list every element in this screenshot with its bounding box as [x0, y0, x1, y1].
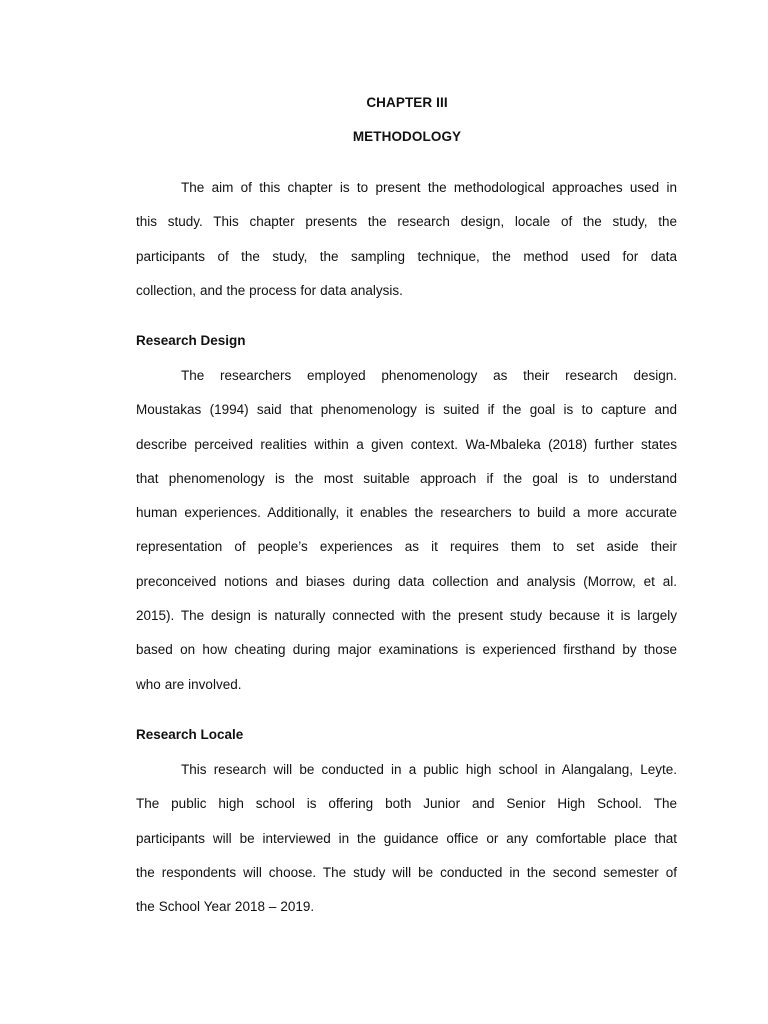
research-design-paragraph: [136, 359, 677, 702]
paragraph-line: based on how cheating during major examinations is experienced firsthand by those: [136, 642, 677, 658]
paragraph-line: This research will be conducted in a public high school in Alangalang, Leyte.: [181, 762, 677, 777]
research-design-heading: Research Design: [136, 333, 246, 348]
paragraph-line: participants will be interviewed in the guidance office or any comfortable place that: [136, 830, 677, 846]
paragraph-line: human experiences. Additionally, it enables the researchers to build a more accurate: [136, 505, 677, 521]
paragraph-line: preconceived notions and biases during data collection and analysis (Morrow, et al.: [136, 573, 677, 589]
chapter-subtitle: METHODOLOGY: [352, 129, 462, 144]
paragraph-line: this study. This chapter presents the research design, locale of the study, the: [136, 214, 677, 230]
paragraph-line: representation of people’s experiences as it requires them to set aside their: [136, 539, 677, 555]
research-locale-paragraph: [136, 753, 677, 924]
paragraph-line: the respondents will choose. The study will be conducted in the second semester of: [136, 864, 677, 880]
paragraph-line: describe perceived realities within a given context. Wa-Mbaleka (2018) further states: [136, 436, 677, 452]
paragraph-line: The researchers employed phenomenology as their research design.: [181, 368, 677, 383]
intro-paragraph: [136, 171, 677, 308]
paragraph-line: that phenomenology is the most suitable approach if the goal is to understand: [136, 470, 677, 486]
research-locale-heading: Research Locale: [136, 727, 244, 742]
paragraph-line: Moustakas (1994) said that phenomenology is suited if the goal is to capture and: [136, 402, 677, 418]
paragraph-line: The aim of this chapter is to present the methodological approaches used in: [181, 180, 677, 195]
paragraph-line: collection, and the process for data analysis.: [136, 282, 403, 298]
paragraph-line: who are involved.: [136, 676, 242, 692]
paragraph-line: The public high school is offering both Junior and Senior High School. The: [136, 796, 677, 812]
paragraph-line: 2015). The design is naturally connected with the present study because it is largely: [136, 608, 677, 624]
chapter-title: CHAPTER III: [366, 95, 448, 110]
paragraph-line: participants of the study, the sampling technique, the method used for data: [136, 248, 677, 264]
paragraph-line: the School Year 2018 – 2019.: [136, 899, 315, 915]
